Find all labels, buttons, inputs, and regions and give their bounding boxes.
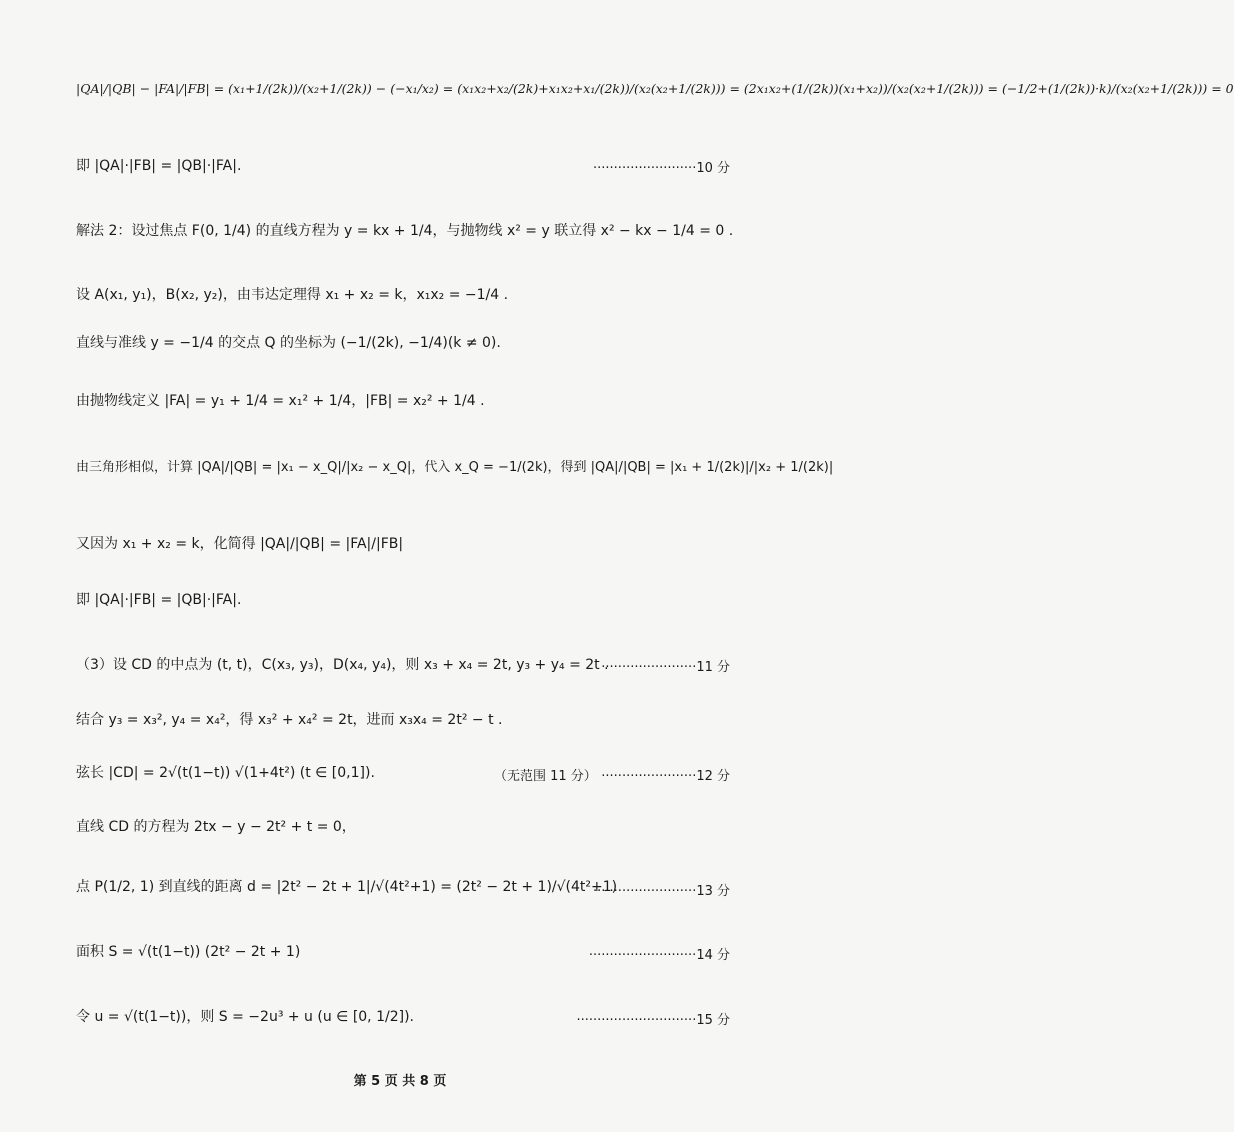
equation-ratio-difference: |QA|/|QB| − |FA|/|FB| = (x₁+1/(2k))/(x₂+1/(2k)) − (−x₁/x₂) = (x₁x₂+x₂/(2k)+x₁x₂+x₁/(2k))/(x₂(x₂+1/(2k))) = (2x₁x₂+(1/(2k))(x₁+x₂))/(x₂(x₂+1/(2k))) = (−1/2+(1/(2k))·k)/(x₂(x₂+1/(2k))) = 0 — [76, 81, 1234, 96]
score-14: ··························14 分 — [588, 948, 730, 963]
directrix-intersection-line: 直线与准线 y = −1/4 的交点 Q 的坐标为 (−1/(2k), −1/4)(k ≠ 0). — [76, 335, 501, 351]
similar-triangles-line: 由三角形相似，计算 |QA|/|QB| = |x₁ − x_Q|/|x₂ − x_Q|，代入 x_Q = −1/(2k)，得到 |QA|/|QB| = |x₁ + 1/(2k)|/|x₂ + 1/(2k)| — [76, 460, 834, 475]
vieta-line: 设 A(x₁, y₁)，B(x₂, y₂)，由韦达定理得 x₁ + x₂ = k，x₁x₂ = −1/4 . — [76, 287, 509, 303]
conclusion-line: 即 |QA|·|FB| = |QB|·|FA|. — [76, 158, 242, 174]
simplify-line: 又因为 x₁ + x₂ = k，化简得 |QA|/|QB| = |FA|/|FB| — [76, 536, 404, 552]
conclusion-line-2: 即 |QA|·|FB| = |QB|·|FA|. — [76, 592, 242, 608]
area-line: 面积 S = √(t(1−t)) (2t² − 2t + 1) — [76, 944, 301, 960]
no-range-note: （无范围 11 分） — [494, 769, 597, 784]
score-11: ·······················11 分 — [601, 660, 730, 675]
chord-length-line: 弦长 |CD| = 2√(t(1−t)) √(1+4t²) (t ∈ [0,1]). — [76, 765, 375, 781]
score-13: ·························13 分 — [593, 884, 730, 899]
distance-line: 点 P(1/2, 1) 到直线的距离 d = |2t² − 2t + 1|/√(4t²+1) = (2t² − 2t + 1)/√(4t²+1) — [76, 879, 618, 895]
score-10: ·························10 分 — [593, 161, 730, 176]
part3-midpoint-line: （3）设 CD 的中点为 (t, t)，C(x₃, y₃)，D(x₄, y₄)，则 x₃ + x₄ = 2t, y₃ + y₄ = 2t . — [76, 657, 609, 673]
page-footer: 第 5 页 共 8 页 — [353, 1074, 447, 1089]
combine-line: 结合 y₃ = x₃², y₄ = x₄²，得 x₃² + x₄² = 2t，进而 x₃x₄ = 2t² − t . — [76, 712, 503, 728]
line-cd-equation: 直线 CD 的方程为 2tx − y − 2t² + t = 0， — [76, 819, 356, 835]
score-12: ·······················12 分 — [601, 769, 730, 784]
substitution-line: 令 u = √(t(1−t))，则 S = −2u³ + u (u ∈ [0, 1/2]). — [76, 1009, 414, 1025]
parabola-definition-line: 由抛物线定义 |FA| = y₁ + 1/4 = x₁² + 1/4，|FB| = x₂² + 1/4 . — [76, 393, 485, 409]
method2-intro: 解法 2：设过焦点 F(0, 1/4) 的直线方程为 y = kx + 1/4，与抛物线 x² = y 联立得 x² − kx − 1/4 = 0 . — [76, 223, 734, 239]
score-15: ·····························15 分 — [576, 1013, 730, 1028]
